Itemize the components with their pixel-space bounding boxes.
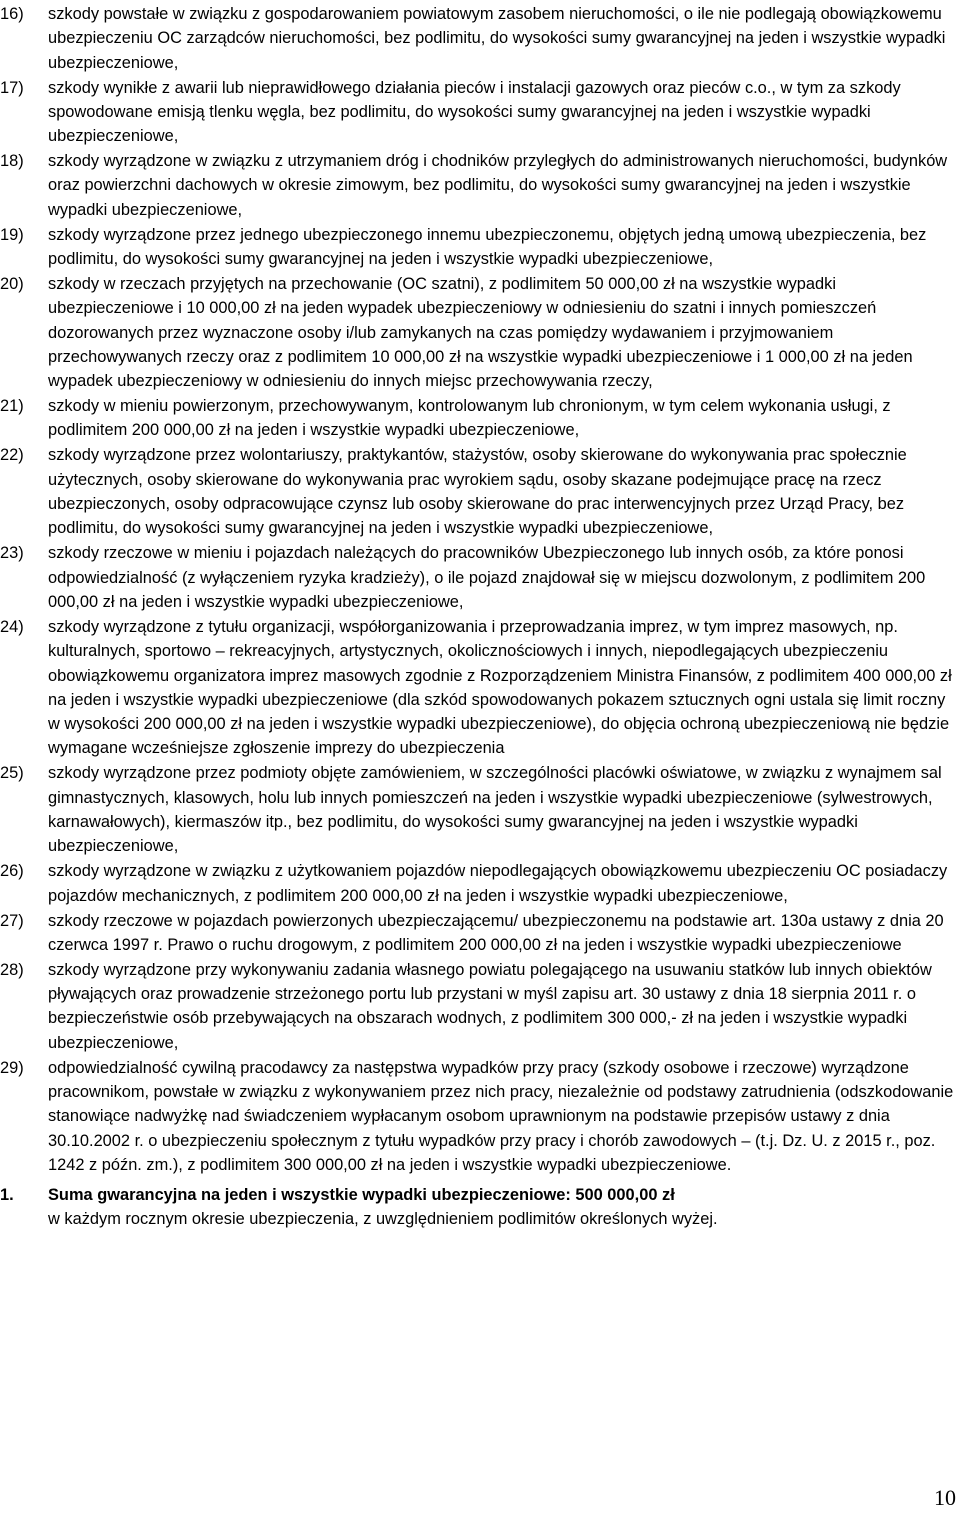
item-number: 22) <box>0 446 24 465</box>
list-item <box>0 149 958 222</box>
item-text: szkody rzeczowe w mieniu i pojazdach należących do pracowników Ubezpieczonego lub innych osób, za które ponosi odpowiedzialność (z wyłączeniem ryzyka kradzieży), o ile pojazd znajdował się w miejscu dozwolonym, z podlimitem 200 000,00 zł na jeden i wszystkie wypadki ubezpieczeniowe, <box>48 544 926 611</box>
item-number: 21) <box>0 397 24 416</box>
list-item <box>0 394 958 443</box>
list-item <box>0 2 958 75</box>
item-text: szkody wyrządzone przez wolontariuszy, praktykantów, stażystów, osoby skierowane do wykonywania prac społecznie użytecznych, osoby skierowane do wykonywania prac wyrokiem sądu, osoby skazane podejmujące pracę na rzecz ubezpieczonych, osoby odpracowujące czynsz lub osoby skierowane do prac interwencyjnych przez Urząd Pracy, bez podlimitu, do wysokości sumy gwarancyjnej na jeden i wszystkie wypadki ubezpieczeniowe, <box>48 446 907 538</box>
item-number: 18) <box>0 152 24 171</box>
item-number: 20) <box>0 275 24 294</box>
list-item <box>0 859 958 908</box>
item-number: 26) <box>0 862 24 881</box>
item-text: szkody w mieniu powierzonym, przechowywanym, kontrolowanym lub chronionym, w tym celem wykonania usługi, z podlimitem 200 000,00 zł na jeden i wszystkie wypadki ubezpieczeniowe, <box>48 397 891 440</box>
item-number: 23) <box>0 544 24 563</box>
item-text: szkody wyrządzone przez jednego ubezpieczonego innemu ubezpieczonemu, objętych jedną umową ubezpieczenia, bez podlimitu, do wysokości sumy gwarancyjnej na jeden i wszystkie wypadki ubezpieczeniowe, <box>48 225 927 269</box>
item-number: 29) <box>0 1058 24 1077</box>
guarantee-sum-heading: Suma gwarancyjna na jeden i wszystkie wypadki ubezpieczeniowe: 500 000,00 zł <box>48 1186 675 1205</box>
list-item <box>0 1056 958 1177</box>
item-number: 16) <box>0 5 24 23</box>
item-text: szkody wyrządzone z tytułu organizacji, współorganizowania i przeprowadzania imprez, w tym imprez masowych, np. kulturalnych, sportowo – rekreacyjnych, artystycznych, okolicznościowych i innych, niepodlegających ubezpieczeniu obowiązkowemu organizatora imprez masowych zgodnie z Rozporządzeniem Ministra Finansów, z podlimitem 400 000,00 zł na jeden i wszystkie wypadki ubezpieczeniowe (dla szkód spowodowanych pokazem sztucznych ogni ustala się limit roczny w wysokości 200 000,00 zł na jeden i wszystkie wypadki ubezpieczeniowe), do objęcia ochroną ubezpieczeniową nie będzie wymagane wcześniejsze zgłoszenie imprezy do ubezpieczenia <box>48 617 952 758</box>
item-text: szkody w rzeczach przyjętych na przechowanie (OC szatni), z podlimitem 50 000,00 zł na wszystkie wypadki ubezpieczeniowe i 10 000,00 zł na jeden wypadek ubezpieczeniowy w odniesieniu do szatni i innych pomieszczeń dozorowanych przez wyznaczone osoby i/lub zamykanych na czas pomiędzy wydawaniem i przyjmowaniem przechowywanych rzeczy oraz z podlimitem 10 000,00 zł na wszystkie wypadki ubezpieczeniowe i 1 000,00 zł na jeden wypadek ubezpieczeniowy w odniesieniu do innych miejsc przechowywania rzeczy, <box>48 275 913 391</box>
item-number: 17) <box>0 78 24 97</box>
item-number: 19) <box>0 225 24 244</box>
guarantee-sum-note: w każdym rocznym okresie ubezpieczenia, z uwzględnieniem podlimitów określonych wyżej. <box>48 1210 718 1229</box>
list-item <box>0 909 958 958</box>
item-text: szkody rzeczowe w pojazdach powierzonych ubezpieczającemu/ ubezpieczonemu na podstawie art. 130a ustawy z dnia 20 czerwca 1997 r. Prawo o ruchu drogowym, z podlimitem 200 000,00 zł na jeden i wszystkie wypadki ubezpieczeniowe <box>48 911 944 954</box>
item-text: szkody wyrządzone w związku z utrzymaniem dróg i chodników przyległych do administrowanych nieruchomości, budynków oraz powierzchni dachowych w okresie zimowym, bez podlimitu, do wysokości sumy gwarancyjnej na jeden i wszystkie wypadki ubezpieczeniowe, <box>48 152 948 219</box>
page-number: 10 <box>934 1485 956 1510</box>
item-number: 28) <box>0 960 24 979</box>
item-number: 24) <box>0 617 24 636</box>
list-item <box>0 443 958 540</box>
item-number: 25) <box>0 764 24 783</box>
list-item <box>0 541 958 614</box>
item-text: szkody wyrządzone przez podmioty objęte zamówieniem, w szczególności placówki oświatowe, w związku z wynajmem sal gimnastycznych, klasowych, holu lub innych pomieszczeń na jeden i wszystkie wypadki ubezpieczeniowe (sylwestrowych, karnawałowych), kiermaszów itp., bez podlimitu, do wysokości sumy gwarancyjnej na jeden i wszystkie wypadki ubezpieczeniowe, <box>48 764 942 856</box>
item-text: szkody wyrządzone przy wykonywaniu zadania własnego powiatu polegającego na usuwaniu statków lub innych obiektów pływających oraz prowadzenie strzeżonego portu lub przystani w myśl zapisu art. 30 ustawy z dnia 18 sierpnia 2011 r. o bezpieczeństwie osób przebywających na obszarach wodnych, z podlimitem 300 000,- zł na jeden i wszystkie wypadki ubezpieczeniowe, <box>48 960 932 1052</box>
list-item <box>0 958 958 1055</box>
list-item <box>0 223 958 272</box>
list-item <box>0 615 958 761</box>
item-text: odpowiedzialność cywilną pracodawcy za następstwa wypadków przy pracy (szkody osobowe i rzeczowe) wyrządzone pracownikom, powstałe w związku z wykonywaniem przez nich pracy, niezależnie od podstawy zatrudnienia (odszkodowanie stanowiące nadwyżkę nad świadczeniem wypłacanym osobom uprawnionym na podstawie przepisów ustawy z dnia 30.10.2002 r. o ubezpieczeniu społecznym z tytułu wypadków przy pracy i chorób zawodowych – (t.j. Dz. U. z 2015 r., poz. 1242 z późn. zm.), z podlimitem 300 000,00 zł na jeden i wszystkie wypadki ubezpieczeniowe. <box>48 1058 954 1174</box>
list-item <box>0 272 958 393</box>
list-item <box>0 761 958 858</box>
clauses-list <box>0 2 958 1232</box>
summary-number: 1. <box>0 1186 14 1205</box>
list-item <box>0 76 958 149</box>
item-text: szkody wynikłe z awarii lub nieprawidłowego działania pieców i instalacji gazowych oraz pieców c.o., w tym za szkody spowodowane emisją tlenku węgla, bez podlimitu, do wysokości sumy gwarancyjnej na jeden i wszystkie wypadki ubezpieczeniowe, <box>48 78 901 146</box>
item-text: szkody powstałe w związku z gospodarowaniem powiatowym zasobem nieruchomości, o ile nie podlegają obowiązkowemu ubezpieczeniu OC zarządców nieruchomości, bez podlimitu, do wysokości sumy gwarancyjnej na jeden i wszystkie wypadki ubezpieczeniowe, <box>48 5 946 72</box>
item-number: 27) <box>0 911 24 930</box>
item-text: szkody wyrządzone w związku z użytkowaniem pojazdów niepodlegających obowiązkowemu ubezpieczeniu OC posiadaczy pojazdów mechanicznych, z podlimitem 200 000,00 zł na jeden i wszystkie wypadki ubezpieczeniowe, <box>48 862 948 905</box>
guarantee-sum-section <box>0 1183 958 1232</box>
